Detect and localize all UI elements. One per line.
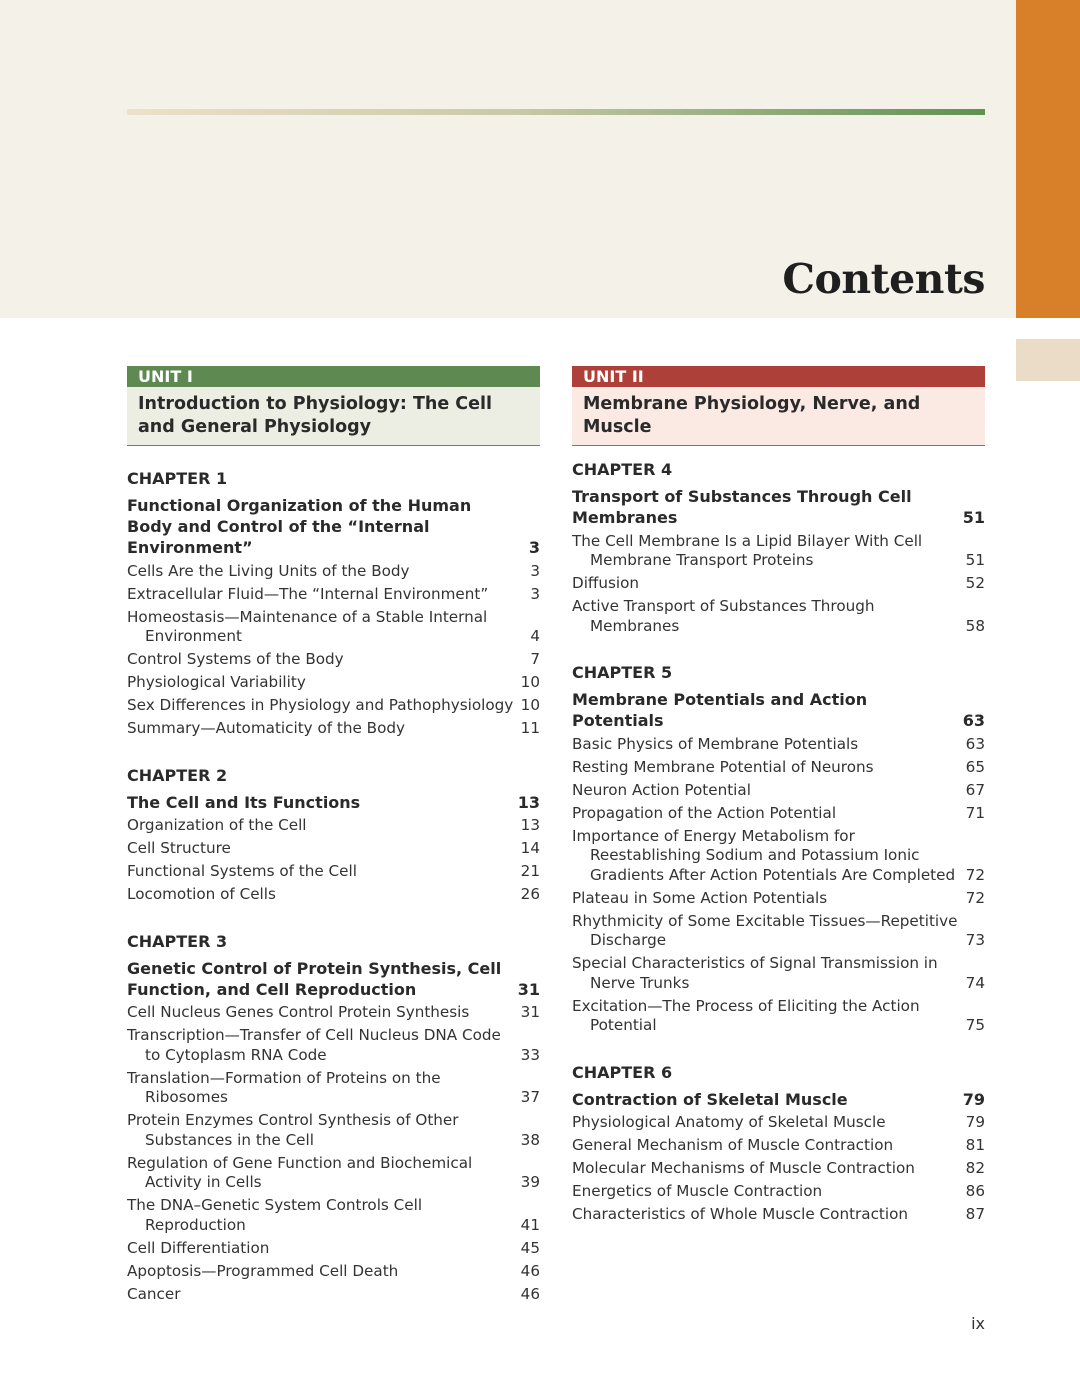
unit-1-chapters [127,469,540,1304]
toc-entry-page: 51 [965,551,985,569]
toc-entry-page: 81 [965,1136,985,1154]
toc-entry[interactable] [572,1136,985,1156]
toc-entry[interactable] [572,1205,985,1225]
unit-2-chapters [572,460,985,1225]
toc-entry-title: Cells Are the Living Units of the Body [127,561,410,580]
toc-entry[interactable] [572,597,985,636]
chapter-block [127,469,540,739]
toc-entry-page: 72 [965,888,985,907]
toc-entry-title: Propagation of the Action Potential [572,803,837,822]
toc-entry-title: Diffusion [572,574,640,592]
toc-entry-title: The Cell Membrane Is a Lipid Bilayer With Cell Membrane Transport Proteins [572,531,923,569]
chapter-label: CHAPTER 1 [127,469,228,488]
toc-entry-page: 38 [520,1130,540,1149]
unit-2-title: Membrane Physiology, Nerve, and Muscle [572,387,985,446]
toc-entry-title: Cell Nucleus Genes Control Protein Synthesis [127,1003,470,1021]
chapter-page: 13 [517,792,540,812]
toc-entry[interactable] [127,673,540,693]
toc-entry-title: Rhythmicity of Some Excitable Tissues—Repetitive Discharge [572,911,958,949]
toc-entry-page: 46 [520,1284,540,1303]
toc-entry-page: 45 [520,1238,540,1257]
toc-entry-page: 13 [520,816,540,834]
toc-entry-page: 82 [965,1159,985,1177]
toc-entry[interactable] [572,889,985,909]
chapter-title: Membrane Potentials and Action Potentials [572,690,868,730]
chapter-page: 31 [517,979,540,999]
chapter-page: 3 [528,538,540,557]
toc-entry-title: Translation—Formation of Proteins on the Ribosomes [127,1068,441,1106]
chapter-block [572,1063,985,1225]
toc-entry-title: Apoptosis—Programmed Cell Death [127,1261,399,1280]
toc-entry-title: Physiological Anatomy of Skeletal Muscle [572,1113,886,1131]
toc-entry[interactable] [127,650,540,670]
toc-entry[interactable] [127,1111,540,1150]
unit-1-column [127,366,540,1304]
unit-2-label: UNIT II [572,366,985,387]
toc-entry-page: 26 [520,885,540,903]
toc-entry-page: 46 [520,1261,540,1280]
toc-entry[interactable] [572,954,985,993]
toc-entry-title: Cell Differentiation [127,1238,270,1257]
toc-entry-page: 4 [530,627,540,645]
chapter-block [572,460,985,636]
chapter-page: 79 [962,1089,985,1109]
chapter-title-row[interactable] [127,958,540,1000]
chapter-title-row[interactable] [572,689,985,731]
toc-entry-page: 87 [965,1205,985,1223]
toc-entry-title: Energetics of Muscle Contraction [572,1182,823,1200]
toc-entry[interactable] [572,574,985,594]
toc-entry-page: 14 [520,839,540,857]
toc-entry[interactable] [127,1026,540,1065]
toc-entry[interactable] [572,997,985,1036]
chapter-title-row[interactable] [127,792,540,813]
chapter-title: The Cell and Its Functions [127,792,361,812]
toc-entry[interactable] [127,885,540,905]
chapter-page: 51 [962,508,985,527]
toc-entry-page: 3 [530,561,540,580]
toc-entry-title: Locomotion of Cells [127,885,276,903]
toc-entry-title: Transcription—Transfer of Cell Nucleus DNA Code to Cytoplasm RNA Code [127,1026,501,1064]
toc-entry[interactable] [572,781,985,801]
toc-entry[interactable] [127,1069,540,1108]
toc-entry-page: 79 [965,1113,985,1131]
toc-entry-title: Extracellular Fluid—The “Internal Environment” [127,584,489,603]
toc-entry[interactable] [572,1182,985,1202]
chapter-title-row[interactable] [572,486,985,528]
toc-entry-title: Molecular Mechanisms of Muscle Contraction [572,1159,915,1177]
chapter-title: Contraction of Skeletal Muscle [572,1089,848,1109]
chapter-title: Functional Organization of the Human Body and Control of the “Internal Environment” [127,496,472,557]
toc-entry-title: Regulation of Gene Function and Biochemical Activity in Cells [127,1153,473,1191]
toc-entry-page: 71 [965,803,985,822]
toc-entry-title: Control Systems of the Body [127,650,344,668]
page-number: ix [971,1314,985,1333]
toc-entry-page: 21 [520,862,540,880]
toc-entry-title: Functional Systems of the Cell [127,862,357,880]
toc-entry-page: 67 [965,780,985,799]
toc-entry-page: 31 [520,1003,540,1021]
toc-entry-title: Organization of the Cell [127,816,307,834]
toc-entry-title: Summary—Automaticity of the Body [127,719,406,737]
toc-entry[interactable] [127,719,540,739]
toc-entry-title: Special Characteristics of Signal Transmission in Nerve Trunks [572,954,938,992]
chapter-block [127,932,540,1305]
toc-entry-title: Protein Enzymes Control Synthesis of Other Substances in the Cell [127,1111,459,1149]
toc-entry[interactable] [572,827,985,886]
chapter-page: 63 [962,711,985,730]
toc-entry-title: Cell Structure [127,839,231,857]
toc-entry[interactable] [572,912,985,951]
toc-entry[interactable] [572,1159,985,1179]
toc-entry-page: 3 [530,584,540,603]
chapter-block [127,766,540,905]
chapter-label: CHAPTER 6 [572,1062,673,1082]
toc-entry-title: Basic Physics of Membrane Potentials [572,734,859,753]
toc-entry[interactable] [127,585,540,605]
toc-entry-page: 39 [520,1173,540,1191]
toc-entry-title: Homeostasis—Maintenance of a Stable Internal Environment [127,607,488,645]
toc-entry[interactable] [127,696,540,716]
toc-entry-title: The DNA–Genetic System Controls Cell Reproduction [127,1196,423,1234]
toc-entry[interactable] [127,839,540,859]
toc-entry-title: Cancer [127,1284,181,1303]
toc-entry[interactable] [127,1154,540,1193]
toc-entry-page: 58 [965,616,985,635]
toc-entry-title: General Mechanism of Muscle Contraction [572,1136,894,1154]
header-rule [127,109,985,115]
toc-entry-title: Resting Membrane Potential of Neurons [572,757,874,776]
toc-entry-page: 73 [965,931,985,949]
toc-entry-title: Importance of Energy Metabolism for Reestablishing Sodium and Potassium Ionic Gradients After Action Potentials Are Completed [572,826,956,884]
toc-entry[interactable] [127,562,540,582]
toc-entry-page: 7 [530,650,540,668]
toc-entry[interactable] [572,804,985,824]
toc-entry-title: Neuron Action Potential [572,780,751,799]
toc-entry-page: 75 [965,1016,985,1034]
toc-entry[interactable] [572,532,985,571]
toc-entry[interactable] [572,758,985,778]
toc-entry[interactable] [572,1113,985,1133]
toc-entry[interactable] [572,735,985,755]
toc-entry[interactable] [127,608,540,647]
toc-entry-page: 86 [965,1182,985,1200]
unit-2-column [572,366,985,1225]
chapter-title: Genetic Control of Protein Synthesis, Cell Function, and Cell Reproduction [127,958,502,999]
chapter-block [572,663,985,1036]
chapter-title-row[interactable] [127,495,540,558]
toc-entry-page: 10 [520,673,540,691]
toc-entry[interactable] [127,816,540,836]
toc-entry-title: Active Transport of Substances Through Membranes [572,597,875,635]
section-tab-beige [1016,339,1080,381]
toc-entry-page: 65 [965,757,985,776]
toc-entry-page: 63 [965,734,985,753]
toc-entry[interactable] [127,1285,540,1305]
toc-entry[interactable] [127,862,540,882]
chapter-label: CHAPTER 5 [572,663,673,682]
page-title: Contents [782,255,985,303]
chapter-title-row[interactable] [572,1089,985,1110]
chapter-title: Transport of Substances Through Cell Membranes [572,487,912,527]
chapter-label: CHAPTER 2 [127,765,228,785]
toc-entry-page: 37 [520,1088,540,1106]
toc-entry-page: 11 [520,719,540,737]
toc-entry[interactable] [127,1003,540,1023]
toc-entry[interactable] [127,1262,540,1282]
toc-entry-page: 74 [965,973,985,992]
unit-1-title: Introduction to Physiology: The Cell and General Physiology [127,387,540,446]
toc-entry-page: 41 [520,1215,540,1234]
toc-entry-title: Physiological Variability [127,673,306,691]
chapter-label: CHAPTER 3 [127,931,228,951]
toc-entry[interactable] [127,1239,540,1259]
toc-entry-title: Characteristics of Whole Muscle Contraction [572,1205,909,1223]
toc-entry-title: Excitation—The Process of Eliciting the Action Potential [572,996,920,1034]
toc-entry[interactable] [127,1196,540,1235]
chapter-label: CHAPTER 4 [572,460,673,479]
toc-entry-title: Sex Differences in Physiology and Pathophysiology [127,696,514,714]
toc-entry-page: 33 [520,1045,540,1064]
toc-entry-page: 72 [965,865,985,884]
toc-entry-page: 52 [965,574,985,592]
section-tab-orange [1016,0,1080,318]
toc-entry-title: Plateau in Some Action Potentials [572,888,828,907]
toc-entry-page: 10 [520,696,540,714]
unit-1-label: UNIT I [127,366,540,387]
